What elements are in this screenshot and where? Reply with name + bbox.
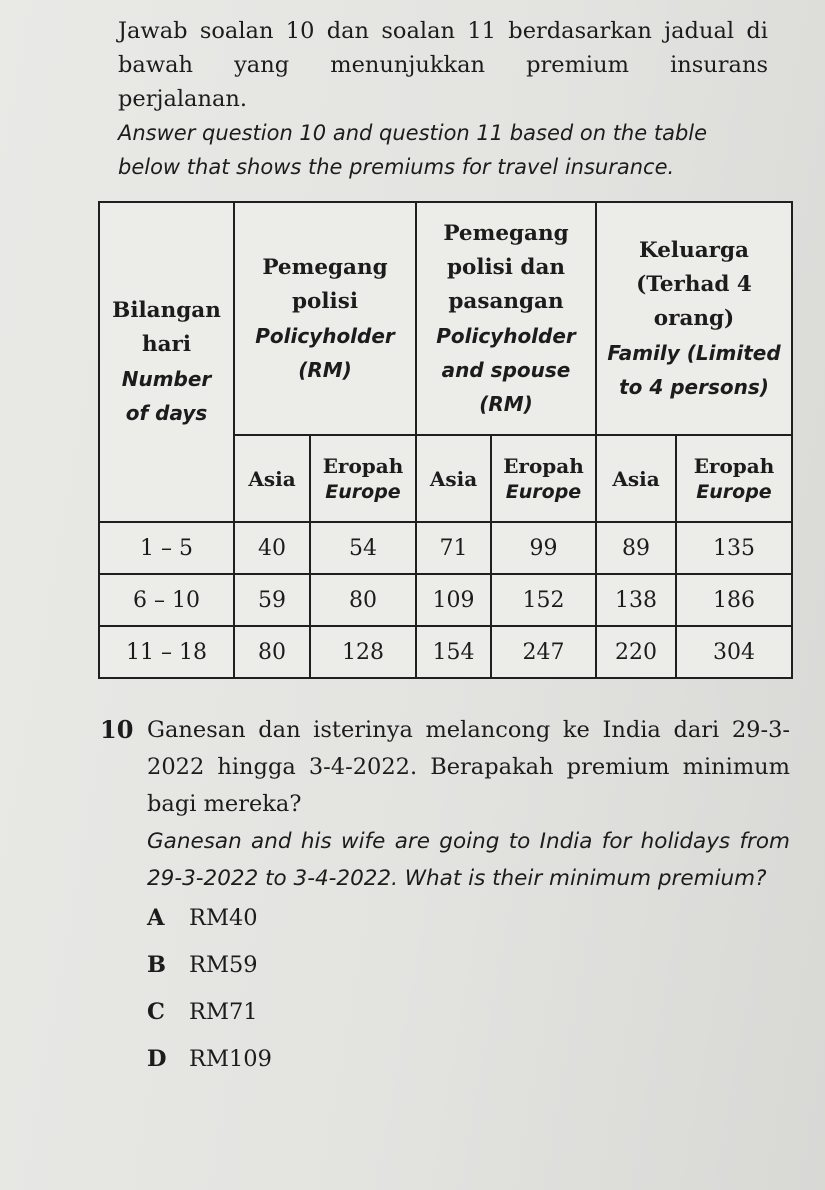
- premium-cell: 80: [310, 574, 416, 626]
- question-body: [147, 712, 790, 1093]
- option-text: RM109: [189, 1046, 272, 1072]
- option-text: RM40: [189, 905, 258, 931]
- option-text: RM71: [189, 999, 258, 1025]
- region-label: Asia: [429, 466, 478, 491]
- option-d[interactable]: [147, 1046, 790, 1093]
- days-cell: 6 – 10: [99, 574, 234, 626]
- premium-table: [98, 201, 793, 679]
- premium-cell: 138: [596, 574, 676, 626]
- premium-cell: 304: [676, 626, 792, 678]
- group-header-spouse: [416, 202, 596, 435]
- group-malay: Keluarga (Terhad 4 orang): [636, 237, 752, 331]
- premium-cell: 220: [596, 626, 676, 678]
- region-europe: [310, 435, 416, 522]
- region-asia: [234, 435, 310, 522]
- premium-cell: 152: [491, 574, 596, 626]
- region-label: Eropah: [693, 453, 775, 478]
- instruction-english: Answer question 10 and question 11 based on the table below that shows the premiums for travel insurance.: [118, 121, 708, 179]
- premium-cell: 186: [676, 574, 792, 626]
- instruction-block: [118, 14, 768, 184]
- group-english: Family (Limited to 4 persons): [607, 340, 781, 399]
- region-label: Asia: [248, 466, 296, 491]
- question-number: 10: [100, 715, 134, 744]
- group-header-row: [99, 202, 792, 435]
- option-b[interactable]: [147, 952, 790, 999]
- days-cell: 1 – 5: [99, 522, 234, 574]
- option-letter: B: [147, 952, 167, 978]
- premium-cell: 54: [310, 522, 416, 574]
- table-row: [99, 574, 792, 626]
- premium-cell: 154: [416, 626, 491, 678]
- group-english: Policyholder and spouse (RM): [436, 323, 576, 416]
- question-text-malay: Ganesan dan isterinya melancong ke India dari 29-3-2022 hingga 3-4-2022. Berapakah premium minimum bagi mereka?: [147, 717, 790, 817]
- option-c[interactable]: [147, 999, 790, 1046]
- days-header-english: Number of days: [121, 367, 212, 425]
- region-asia: [416, 435, 491, 522]
- table-row: [99, 626, 792, 678]
- premium-cell: 247: [491, 626, 596, 678]
- region-label-english: Europe: [505, 480, 582, 503]
- question-10: [100, 712, 790, 1093]
- option-a[interactable]: [147, 905, 790, 952]
- group-malay: Pemegang polisi: [262, 254, 388, 314]
- region-asia: [596, 435, 676, 522]
- answer-options: [147, 905, 790, 1093]
- option-letter: C: [147, 999, 165, 1025]
- region-europe: [491, 435, 596, 522]
- option-letter: D: [147, 1046, 167, 1072]
- option-letter: A: [147, 905, 165, 931]
- premium-cell: 80: [234, 626, 310, 678]
- region-label: Eropah: [322, 453, 404, 478]
- premium-cell: 89: [596, 522, 676, 574]
- premium-cell: 99: [491, 522, 596, 574]
- days-header-malay: Bilangan hari: [112, 298, 221, 357]
- region-label-english: Europe: [325, 480, 401, 503]
- premium-cell: 59: [234, 574, 310, 626]
- premium-cell: 128: [310, 626, 416, 678]
- region-europe: [676, 435, 792, 522]
- region-label-english: Europe: [696, 480, 772, 503]
- question-text-english: Ganesan and his wife are going to India for holidays from 29-3-2022 to 3-4-2022. What is their minimum premium?: [147, 829, 790, 891]
- group-malay: Pemegang polisi dan pasangan: [443, 220, 569, 314]
- days-cell: 11 – 18: [99, 626, 234, 678]
- option-text: RM59: [189, 952, 258, 978]
- premium-cell: 40: [234, 522, 310, 574]
- table-row: [99, 522, 792, 574]
- days-header-cell: [99, 202, 234, 522]
- region-label: Asia: [612, 466, 660, 491]
- instruction-malay: Jawab soalan 10 dan soalan 11 berdasarkan jadual di bawah yang menunjukkan premium insurans perjalanan.: [118, 18, 768, 112]
- group-header-family: [596, 202, 792, 435]
- region-label: Eropah: [503, 453, 584, 478]
- premium-cell: 71: [416, 522, 491, 574]
- premium-cell: 135: [676, 522, 792, 574]
- group-header-policyholder: [234, 202, 416, 435]
- premium-cell: 109: [416, 574, 491, 626]
- group-english: Policyholder (RM): [255, 323, 395, 382]
